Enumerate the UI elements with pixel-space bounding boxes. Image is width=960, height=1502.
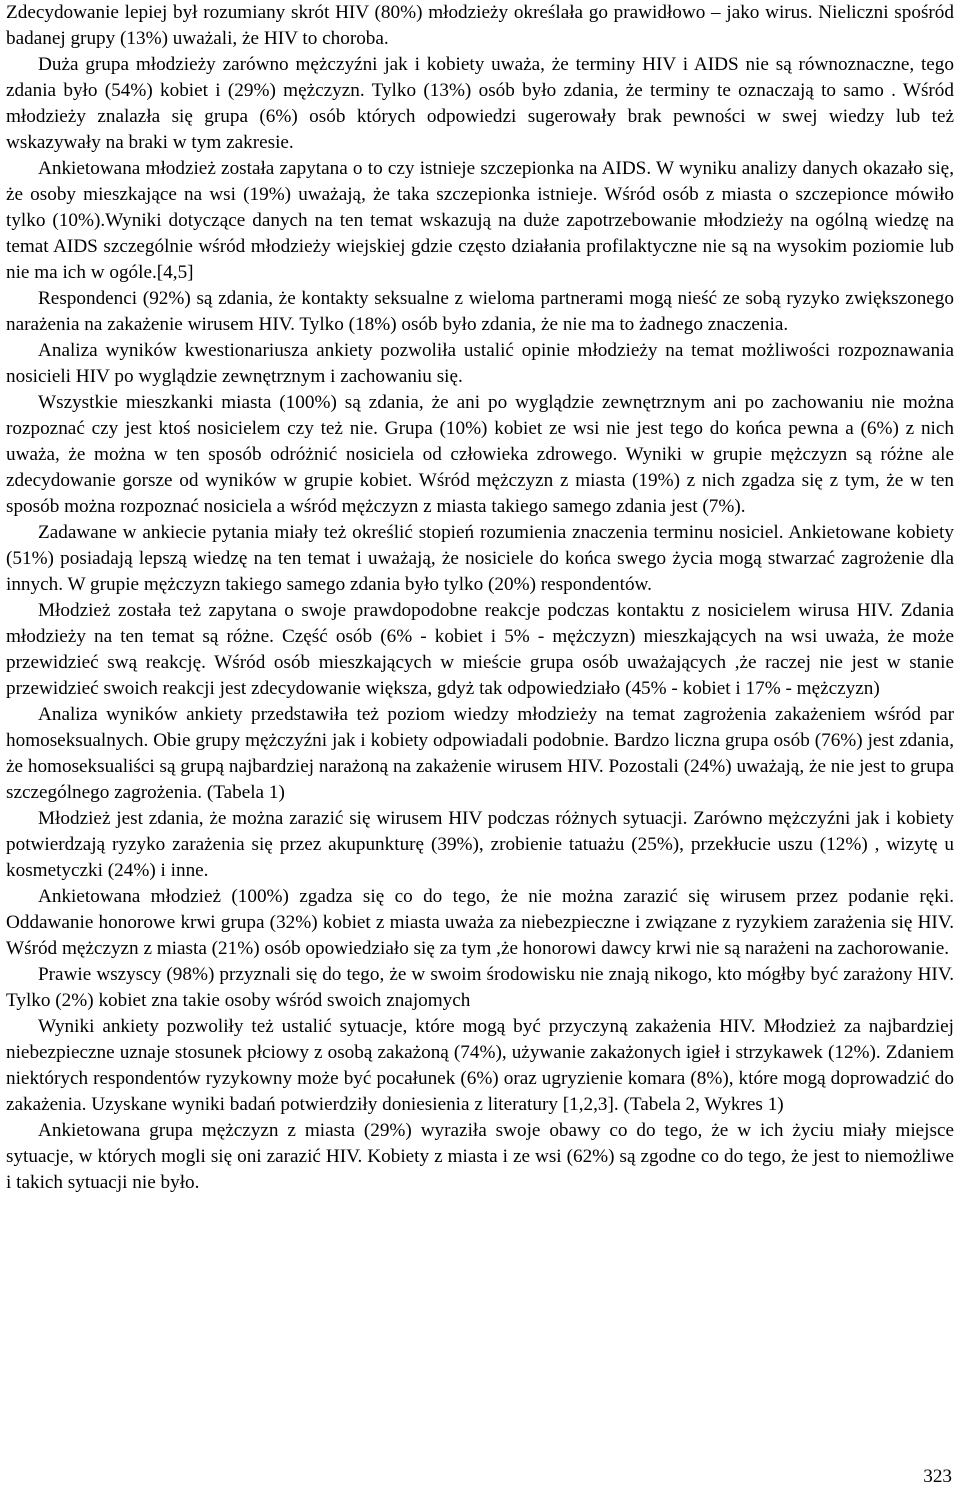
paragraph: Młodzież jest zdania, że można zarazić się wirusem HIV podczas różnych sytuacji. Zarówno mężczyźni jak i kobiety potwierdzają ryzyko zarażenia się przez akupunkturę (39%), zrobienie tatuażu (25%), przekłucie uszu (12%) , wizytę u kosmetyczki (24%) i inne. (6, 808, 954, 881)
paragraph: Zdecydowanie lepiej był rozumiany skrót HIV (80%) młodzieży określała go prawidłowo – jako wirus. Nieliczni spośród badanej grupy (13%) uważali, że HIV to choroba. (6, 2, 954, 49)
paragraph: Ankietowana młodzież (100%) zgadza się co do tego, że nie można zarazić się wirusem przez podanie ręki. Oddawanie honorowe krwi grupa (32%) kobiet z miasta uważa za niebezpieczne i związane z ryzykiem zarażenia się HIV. Wśród mężczyzn z miasta (21%) osób opowiedziało się za tym ,że honorowi dawcy krwi nie są narażeni na zachorowanie. (6, 886, 954, 959)
paragraph: Prawie wszyscy (98%) przyznali się do tego, że w swoim środowisku nie znają nikogo, kto mógłby być zarażony HIV. Tylko (2%) kobiet zna takie osoby wśród swoich znajomych (6, 964, 954, 1011)
paragraph: Analiza wyników kwestionariusza ankiety pozwoliła ustalić opinie młodzieży na temat możliwości rozpoznawania nosicieli HIV po wyglądzie zewnętrznym i zachowaniu się. (6, 340, 954, 387)
paragraph: Wszystkie mieszkanki miasta (100%) są zdania, że ani po wyglądzie zewnętrznym ani po zachowaniu nie można rozpoznać czy jest ktoś nosicielem czy też nie. Grupa (10%) kobiet ze wsi nie jest tego do końca pewna a (6%) z nich uważa, że można w ten sposób odróżnić nosiciela od człowieka zdrowego. Wyniki w grupie mężczyzn są różne ale zdecydowanie gorsze od wyników w grupie kobiet. Wśród mężczyzn z miasta (19%) z nich zgadza się z tym, że w ten sposób można rozpoznać nosiciela a wśród mężczyzn z miasta takiego samego zdania jest (7%). (6, 392, 954, 517)
paragraph: Duża grupa młodzieży zarówno mężczyźni jak i kobiety uważa, że terminy HIV i AIDS nie są równoznaczne, tego zdania było (54%) kobiet i (29%) mężczyzn. Tylko (13%) osób było zdania, że terminy te oznaczają to samo . Wśród młodzieży znalazła się grupa (6%) osób których odpowiedzi sugerowały brak pewności w swej wiedzy lub też wskazywały na braki w tym zakresie. (6, 54, 954, 153)
paragraph: Ankietowana młodzież została zapytana o to czy istnieje szczepionka na AIDS. W wyniku analizy danych okazało się, że osoby mieszkające na wsi (19%) uważają, że taka szczepionka istnieje. Wśród osób z miasta o szczepionce mówiło tylko (10%).Wyniki dotyczące danych na ten temat wskazują na duże zapotrzebowanie młodzieży na ogólną wiedzę na temat AIDS szczególnie wśród młodzieży wiejskiej gdzie często działania profilaktyczne nie są na wysokim poziomie lub nie ma ich w ogóle.[4,5] (6, 158, 954, 283)
paragraph: Wyniki ankiety pozwoliły też ustalić sytuacje, które mogą być przyczyną zakażenia HIV. Młodzież za najbardziej niebezpieczne uznaje stosunek płciowy z osobą zakażoną (74%), używanie zakażonych igieł i strzykawek (12%). Zdaniem niektórych respondentów ryzykowny może być pocałunek (6%) oraz ugryzienie komara (8%), które mogą doprowadzić do zakażenia. Uzyskane wyniki badań potwierdziły doniesienia z literatury [1,2,3]. (Tabela 2, Wykres 1) (6, 1016, 954, 1115)
page-number: 323 (923, 1466, 952, 1487)
paragraph: Respondenci (92%) są zdania, że kontakty seksualne z wieloma partnerami mogą nieść ze sobą ryzyko zwiększonego narażenia na zakażenie wirusem HIV. Tylko (18%) osób było zdania, że nie ma to żadnego znaczenia. (6, 288, 954, 335)
document-body (6, 0, 954, 1196)
paragraph: Analiza wyników ankiety przedstawiła też poziom wiedzy młodzieży na temat zagrożenia zakażeniem wśród par homoseksualnych. Obie grupy mężczyźni jak i kobiety odpowiadali podobnie. Bardzo liczna grupa osób (76%) jest zdania, że homoseksualiści są grupą najbardziej narażoną na zakażenie wirusem HIV. Pozostali (24%) uważają, że nie jest to grupa szczególnego zagrożenia. (Tabela 1) (6, 704, 954, 803)
paragraph: Zadawane w ankiecie pytania miały też określić stopień rozumienia znaczenia terminu nosiciel. Ankietowane kobiety (51%) posiadają lepszą wiedzę na ten temat i uważają, że nosiciele do końca swego życia mogą stwarzać zagrożenie dla innych. W grupie mężczyzn takiego samego zdania było tylko (20%) respondentów. (6, 522, 954, 595)
paragraph: Młodzież została też zapytana o swoje prawdopodobne reakcje podczas kontaktu z nosicielem wirusa HIV. Zdania młodzieży na ten temat są różne. Część osób (6% - kobiet i 5% - mężczyzn) mieszkających na wsi uważa, że może przewidzieć swą reakcję. Wśród osób mieszkających w mieście grupa osób uważających ,że raczej nie jest w stanie przewidzieć swoich reakcji jest zdecydowanie większa, gdyż tak odpowiedziało (45% - kobiet i 17% - mężczyzn) (6, 600, 954, 699)
paragraph: Ankietowana grupa mężczyzn z miasta (29%) wyraziła swoje obawy co do tego, że w ich życiu miały miejsce sytuacje, w których mogli się oni zarazić HIV. Kobiety z miasta i ze wsi (62%) są zgodne co do tego, że jest to niemożliwe i takich sytuacji nie było. (6, 1120, 954, 1193)
